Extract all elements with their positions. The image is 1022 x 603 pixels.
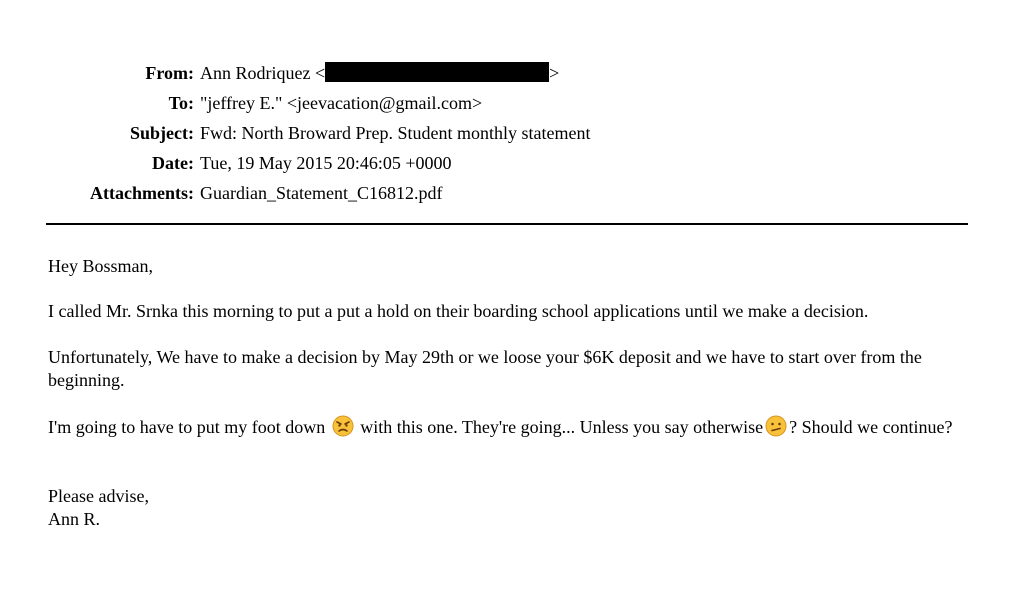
- to-row: [0, 88, 1022, 118]
- from-close-bracket: >: [549, 63, 560, 83]
- paragraph-1: I called Mr. Srnka this morning to put a put a hold on their boarding school applications until we make a decision.: [48, 301, 869, 321]
- paragraph-3-part-1: I'm going to have to put my foot down: [48, 417, 326, 437]
- attachments-label: Attachments:: [90, 183, 194, 203]
- to-label: To:: [168, 93, 194, 113]
- subject-label: Subject:: [130, 123, 194, 143]
- from-name: Ann Rodriquez <: [200, 63, 326, 83]
- email-body: [48, 255, 978, 531]
- closing: Please advise,: [48, 486, 149, 506]
- from-value: [200, 58, 559, 88]
- attachment-filename[interactable]: Guardian_Statement_C16812.pdf: [200, 183, 443, 203]
- signature: Ann R.: [48, 509, 101, 529]
- date-value: Tue, 19 May 2015 20:46:05 +0000: [200, 153, 452, 173]
- redaction-bar: [325, 62, 549, 82]
- subject-row: [0, 118, 1022, 148]
- paragraph-3-part-3: ? Should we continue?: [789, 417, 953, 437]
- from-label: From:: [145, 63, 194, 83]
- angry-face-icon: [332, 415, 354, 437]
- to-value: "jeffrey E." <jeevacation@gmail.com>: [200, 93, 483, 113]
- email-header: [0, 58, 1022, 208]
- confused-face-icon: [765, 415, 787, 437]
- date-label: Date:: [152, 153, 194, 173]
- date-row: [0, 148, 1022, 178]
- attachments-row: [0, 178, 1022, 208]
- greeting: Hey Bossman,: [48, 256, 153, 276]
- paragraph-3: [48, 415, 978, 439]
- subject-value: Fwd: North Broward Prep. Student monthly statement: [200, 123, 591, 143]
- from-row: [0, 58, 1022, 88]
- paragraph-2: Unfortunately, We have to make a decision by May 29th or we loose your $6K deposit and we have to start over from the beginning.: [48, 347, 922, 390]
- paragraph-3-part-2: with this one. They're going... Unless you say otherwise: [360, 417, 764, 437]
- header-divider: [46, 223, 968, 225]
